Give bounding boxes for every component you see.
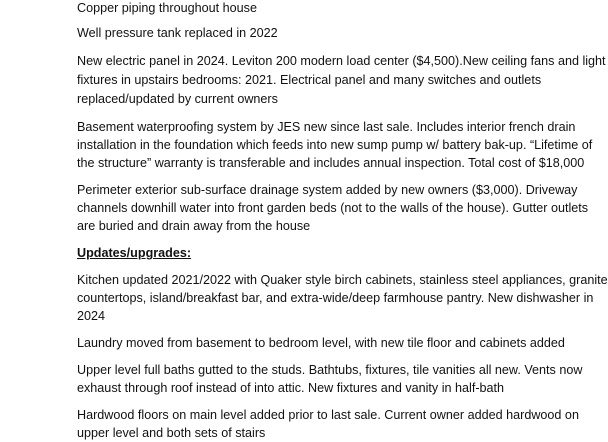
para-copper-piping: Copper piping throughout house	[77, 1, 257, 15]
para-kitchen-line-3: 2024	[77, 309, 106, 323]
para-waterproofing-line-3: the structure” warranty is transferable and includes annual inspection. Total cost of $18,000	[77, 156, 585, 170]
para-well-pressure-tank: Well pressure tank replaced in 2022	[77, 26, 278, 40]
section-heading-updates: Updates/upgrades:	[77, 246, 192, 260]
para-drainage-line-1: Perimeter exterior sub-surface drainage system added by new owners ($3,000). Driveway	[77, 183, 578, 197]
para-drainage-line-3: are buried and drain away from the house	[77, 219, 311, 233]
para-electric-line-1: New electric panel in 2024. Leviton 200 modern load center ($4,500).New ceiling fans and light	[77, 54, 606, 68]
para-laundry: Laundry moved from basement to bedroom level, with new tile floor and cabinets added	[77, 336, 565, 350]
para-kitchen-line-1: Kitchen updated 2021/2022 with Quaker style birch cabinets, stainless steel appliances, granite	[77, 273, 608, 287]
para-electric-line-3: replaced/updated by current owners	[77, 92, 278, 106]
para-hardwood-line-1: Hardwood floors on main level added prior to last sale. Current owner added hardwood on	[77, 408, 579, 422]
para-kitchen-line-2: countertops, island/breakfast bar, and extra-wide/deep farmhouse pantry. New dishwasher in	[77, 291, 594, 305]
para-waterproofing-line-1: Basement waterproofing system by JES new since last sale. Includes interior french drain	[77, 120, 576, 134]
para-electric-line-2: fixtures in upstairs bedrooms: 2021. Electrical panel and many switches and outlets	[77, 73, 542, 87]
para-waterproofing-line-2: installation in the foundation which feeds into new sump pump w/ battery bak-up. “Lifetime of	[77, 138, 593, 152]
para-baths-line-2: exhaust through roof instead of into attic. New fixtures and vanity in half-bath	[77, 381, 505, 395]
para-hardwood-line-2: upper level and both sets of stairs	[77, 426, 266, 440]
para-baths-line-1: Upper level full baths gutted to the studs. Bathtubs, fixtures, tile vanities all new. Vents now	[77, 363, 583, 377]
para-drainage-line-2: channels downhill water into front garden beds (not to the walls of the house). Gutter outlets	[77, 201, 589, 215]
